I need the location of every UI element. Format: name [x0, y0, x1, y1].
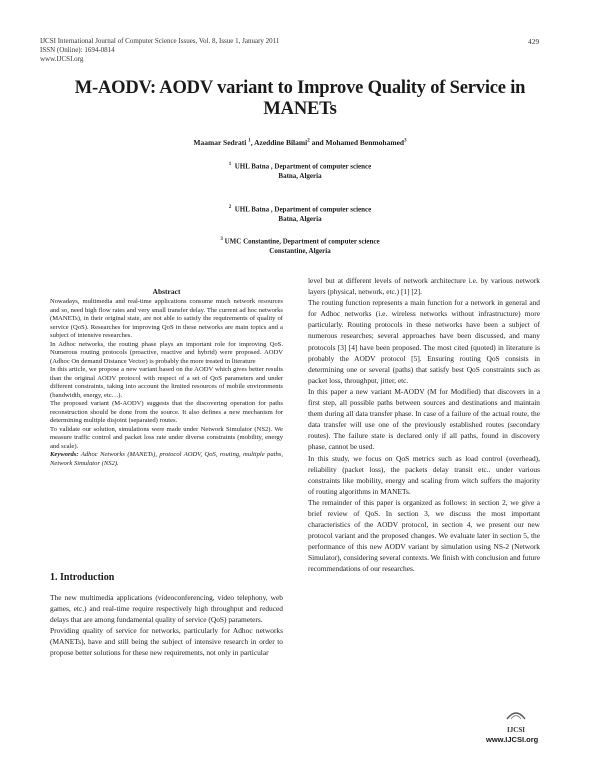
right-column — [308, 275, 540, 575]
author-3-sup: 3 — [404, 138, 407, 144]
author-1-sup: 1 — [248, 138, 251, 144]
intro-section — [50, 592, 283, 659]
abstract-paragraph: The proposed variant (M-AODV) suggests that the discovering operation for paths reconstruction should be done from the source. It also defines a new mechanism for determining multiple disjoint (separated) routes. — [50, 400, 283, 424]
author-2-sup: 2 — [307, 138, 310, 144]
author-3: and Mohamed Benmohamed — [311, 138, 405, 147]
footer-url[interactable]: www.IJCSI.org — [486, 735, 539, 744]
author-1: Maamar Sedrati — [193, 138, 247, 147]
affiliation-3-sup: 3 — [220, 237, 223, 242]
abstract-paragraph: In Adhoc networks, the routing phase plays an important role for improving QoS. Numerous routing protocols (proactive, reactive and hybrid) were proposed. AODV (Adhoc On demand Distance Vector) is probably the more treated in literature — [50, 340, 283, 365]
affiliation-2-line1: UHL Batna , Department of computer science — [234, 205, 372, 214]
affiliation-2-sup: 2 — [228, 205, 232, 210]
abstract-paragraph: To validate our solution, simulations were made under Network Simulator (NS2). We measure traffic control and packet loss rate under diverse constraints (mobility, energy and scale). — [50, 425, 283, 450]
page-number: 429 — [528, 37, 540, 46]
journal-url[interactable]: www.IJCSI.org — [40, 55, 84, 63]
affiliation-1-line2: Batna, Algeria — [278, 172, 322, 181]
abstract-section — [50, 287, 283, 468]
abstract-paragraph: In this article, we propose a new variant based on the AODV which gives better results than the original AODV protocol with respect of a set of QoS parameters and under different constraints, taking into account the limited resources of mobile environments (bandwidth, energy, etc…). — [50, 366, 283, 399]
body-paragraph: In this paper a new variant M-AODV (M for Modified) that discovers in a first step, all possible paths between sources and destinations and maintain them during all data transfer phase. In case of a failure of the actual route, the data transfer will use one of the previously established routes (secondary routes). The failure state is declared only if all paths, found in discovery phase, cannot be used. — [308, 386, 540, 452]
abstract-paragraph: Nowadays, multimedia and real-time applications consume much network resources and so, need high flow rates and very small transfer delay. The current ad hoc networks (MANETs), in their original state, are not able to satisfy the requirements of quality of service (QoS). Researches for improving QoS in these networks are main topics and a subject of intensive researches. — [50, 298, 283, 339]
intro-heading: 1. Introduction — [50, 572, 115, 583]
body-paragraph: The remainder of this paper is organized as follows: in section 2, we give a brief review of QoS. In section 3, we discuss the most important characteristics of the AODV protocol, in section 4, we present our new protocol variant and the proposed changes. We evaluate later in section 5, the performance of this new AODV variant by simulation using NS-2 (Network Simulator), considering several contexts. We finish with conclusion and future recommendations of our researches. — [308, 497, 540, 574]
affiliation-3-line1: UMC Constantine, Department of computer science — [224, 237, 380, 246]
affiliation-1-sup: 1 — [228, 162, 232, 167]
ijcsi-logo — [486, 708, 546, 734]
logo-text: IJCSI — [507, 726, 525, 734]
affiliation-2 — [40, 203, 560, 224]
journal-line: IJCSI International Journal of Computer Science Issues, Vol. 8, Issue 1, January 2011 — [40, 37, 280, 45]
keywords — [50, 451, 283, 468]
issn-line: ISSN (Online): 1694-0814 — [40, 46, 115, 54]
author-2: Azeddine Bilami — [254, 138, 308, 147]
affiliation-2-line2: Batna, Algeria — [278, 215, 322, 224]
affiliation-3 — [40, 235, 560, 256]
affiliation-1-line1: UHL Batna , Department of computer science — [234, 162, 372, 171]
keywords-label: Keywords: — [50, 451, 79, 458]
paper-title: M-AODV: AODV variant to Improve Quality of Service in MANETs — [74, 78, 526, 119]
logo-mark-icon — [505, 709, 527, 721]
author-list: Maamar Sedrati $^1$, Azeddine Bilami$^2$ and Mohamed Benmohamed$^3$ — [193, 138, 407, 147]
body-paragraph: In this study, we focus on QoS metrics such as load control (overhead), reliability (packet loss), the packets delay transit etc.. under various constraints like mobility, energy and scaling from witch suffers the majority of routing algorithms in MANETs. — [308, 453, 540, 496]
affiliation-1 — [40, 160, 560, 181]
intro-paragraph: Providing quality of service for networks, particularly for Adhoc networks (MANETs), have and still being the subject of intensive research in order to propose better solutions for these new requirements, not only in particular — [50, 626, 283, 658]
affiliation-3-line2: Constantine, Algeria — [269, 247, 331, 256]
intro-paragraph: The new multimedia applications (videoconferencing, video telephony, web games, etc.) and real-time require respectively high throughput and reduced delays that are among fundamental quality of service (QoS) parameters. — [50, 593, 283, 625]
body-paragraph: level but at different levels of network architecture i.e. by various network layers (physical, network, etc.) [1] [2]. — [308, 276, 540, 297]
body-paragraph: The routing function represents a main function for a network in general and for Adhoc networks (i.e. wireless networks without infrastructure) more particularly. Routing protocols in these networks have been a subject of numerous researches; several approaches have been discussed, and many protocols [3] [4] have been proposed. The most cited (quoted) in literature is probably the AODV protocol [5]. Ensuring routing QoS consists in determining one or several (paths) that satisfy best QoS constraints such as packet loss, throughput, jitter, etc. — [308, 298, 540, 385]
abstract-heading: Abstract — [152, 287, 181, 296]
keywords-text: Adhoc Networks (MANETs), protocol AODV, QoS, routing, multiple paths, Network Simulator (NS2). — [50, 451, 283, 467]
